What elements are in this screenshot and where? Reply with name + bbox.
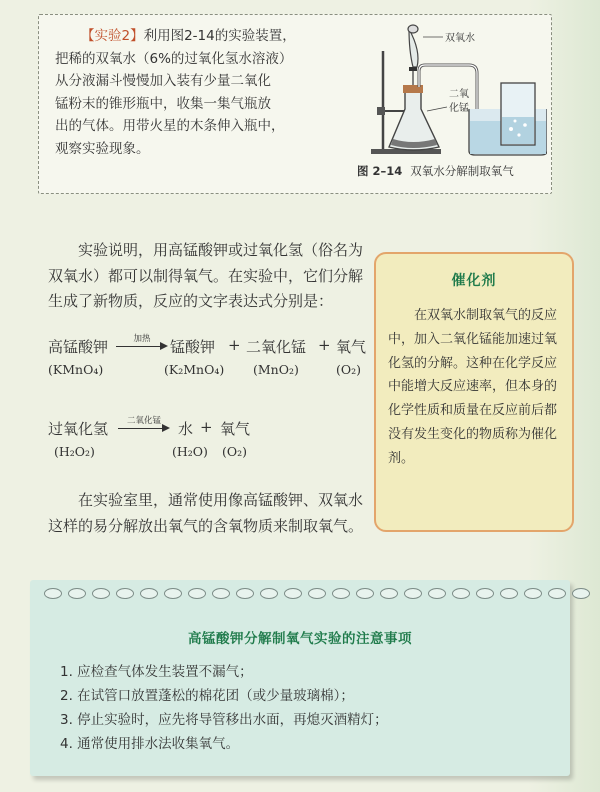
eq1-product2: 二氧化锰	[246, 338, 307, 356]
binder-ring	[284, 588, 302, 599]
figure-caption	[357, 163, 547, 179]
binder-ring	[212, 588, 230, 599]
experiment-line: 把稀的双氧水（6%的过氧化氢水溶液）	[55, 50, 293, 67]
binder-ring	[572, 588, 590, 599]
binder-ring	[332, 588, 350, 599]
eq1-reactant: 高锰酸钾	[48, 338, 109, 356]
eq1-product3-formula: (O₂)	[336, 362, 362, 377]
funnel-stopcock	[409, 67, 417, 71]
binder-ring	[500, 588, 518, 599]
notes-title: 高锰酸钾分解制氧气实验的注意事项	[188, 631, 412, 647]
eq1-product1: 锰酸钾	[170, 338, 216, 356]
eq2-product2-formula: (O₂)	[222, 444, 248, 459]
binder-ring	[44, 588, 62, 599]
binder-ring	[356, 588, 374, 599]
binder-ring	[140, 588, 158, 599]
notes-item: 4. 通常使用排水法收集氧气。	[60, 736, 240, 752]
label-manganese-dioxide-1: 二氧	[449, 89, 469, 100]
binder-ring	[68, 588, 86, 599]
eq1-product3: 氧气	[336, 338, 367, 356]
binder-ring	[404, 588, 422, 599]
binder-ring	[428, 588, 446, 599]
catalyst-card	[374, 252, 574, 532]
binder-ring	[380, 588, 398, 599]
binder-ring	[476, 588, 494, 599]
notes-box	[30, 580, 570, 776]
eq2-reactant: 过氧化氢	[48, 420, 109, 438]
binder-ring	[260, 588, 278, 599]
label-manganese-dioxide-2: 化锰	[449, 103, 469, 114]
experiment-text	[55, 25, 343, 160]
binder-ring	[116, 588, 134, 599]
binder-ring	[452, 588, 470, 599]
intro-paragraph: 实验说明，用高锰酸钾或过氧化氢（俗名为双氧水）都可以制得氧气。在实验中，它们分解生成了新物质，反应的文字表达式分别是：	[48, 241, 364, 310]
catalyst-text: 在双氧水制取氧气的反应中，加入二氧化锰能加速过氧化氢的分解。这种在化学反应中能增大反应速率，但本身的化学性质和质量在反应前后都没有发生变化的物质称为催化剂。	[388, 308, 558, 466]
eq1-product1-formula: (K₂MnO₄)	[164, 362, 225, 377]
experiment-line: 利用图2-14的实验装置，	[143, 28, 296, 44]
experiment-tag: 【实验2】	[81, 28, 144, 44]
eq1-condition: 加热	[133, 334, 151, 344]
notes-item: 1. 应检查气体发生装置不漏气；	[60, 664, 253, 680]
binder-rings	[44, 588, 590, 599]
binder-ring	[188, 588, 206, 599]
experiment-line: 出的气体。用带火星的木条伸入瓶中，	[55, 118, 285, 134]
eq2-condition: 二氧化锰	[126, 416, 161, 426]
eq2-product2: 氧气	[220, 420, 251, 438]
experiment-box	[38, 14, 552, 194]
binder-ring	[92, 588, 110, 599]
eq1-plus2: +	[318, 336, 331, 354]
notes-item: 2. 在试管口放置蓬松的棉花团（或少量玻璃棉）；	[60, 688, 354, 704]
binder-ring	[548, 588, 566, 599]
binder-ring	[524, 588, 542, 599]
catalyst-title: 催化剂	[451, 273, 497, 289]
binder-ring	[236, 588, 254, 599]
eq1-reactant-formula: (KMnO₄)	[48, 362, 104, 377]
experiment-line: 观察实验现象。	[55, 140, 150, 157]
figure-caption-text: 双氧水分解制取氧气	[410, 164, 514, 178]
eq1-arrow	[116, 334, 168, 352]
eq1-plus1: +	[228, 336, 241, 354]
eq2-product1-formula: (H₂O)	[172, 444, 208, 459]
experiment-line: 从分液漏斗慢慢加入装有少量二氧化	[55, 73, 271, 89]
eq2-arrow	[118, 416, 170, 434]
eq2-plus1: +	[200, 418, 213, 436]
experiment-line: 锰粉末的锥形瓶中，收集一集气瓶放	[55, 95, 271, 112]
notes-list	[60, 660, 388, 756]
label-hydrogen-peroxide: 双氧水	[445, 33, 475, 44]
eq1-product2-formula: (MnO₂)	[253, 362, 299, 377]
notes-item: 3. 停止实验时，应先将导管移出水面，再熄灭酒精灯；	[60, 712, 388, 728]
separatory-funnel	[409, 29, 418, 67]
apparatus-illustration	[351, 21, 547, 159]
eq2-reactant-formula: (H₂O₂)	[54, 444, 95, 459]
closing-paragraph: 在实验室里，通常使用像高锰酸钾、双氧水这样的易分解放出氧气的含氧物质来制取氧气。	[48, 491, 364, 535]
figure-number: 图 2–14	[357, 164, 403, 178]
binder-ring	[308, 588, 326, 599]
eq2-product1: 水	[178, 420, 194, 438]
binder-ring	[164, 588, 182, 599]
